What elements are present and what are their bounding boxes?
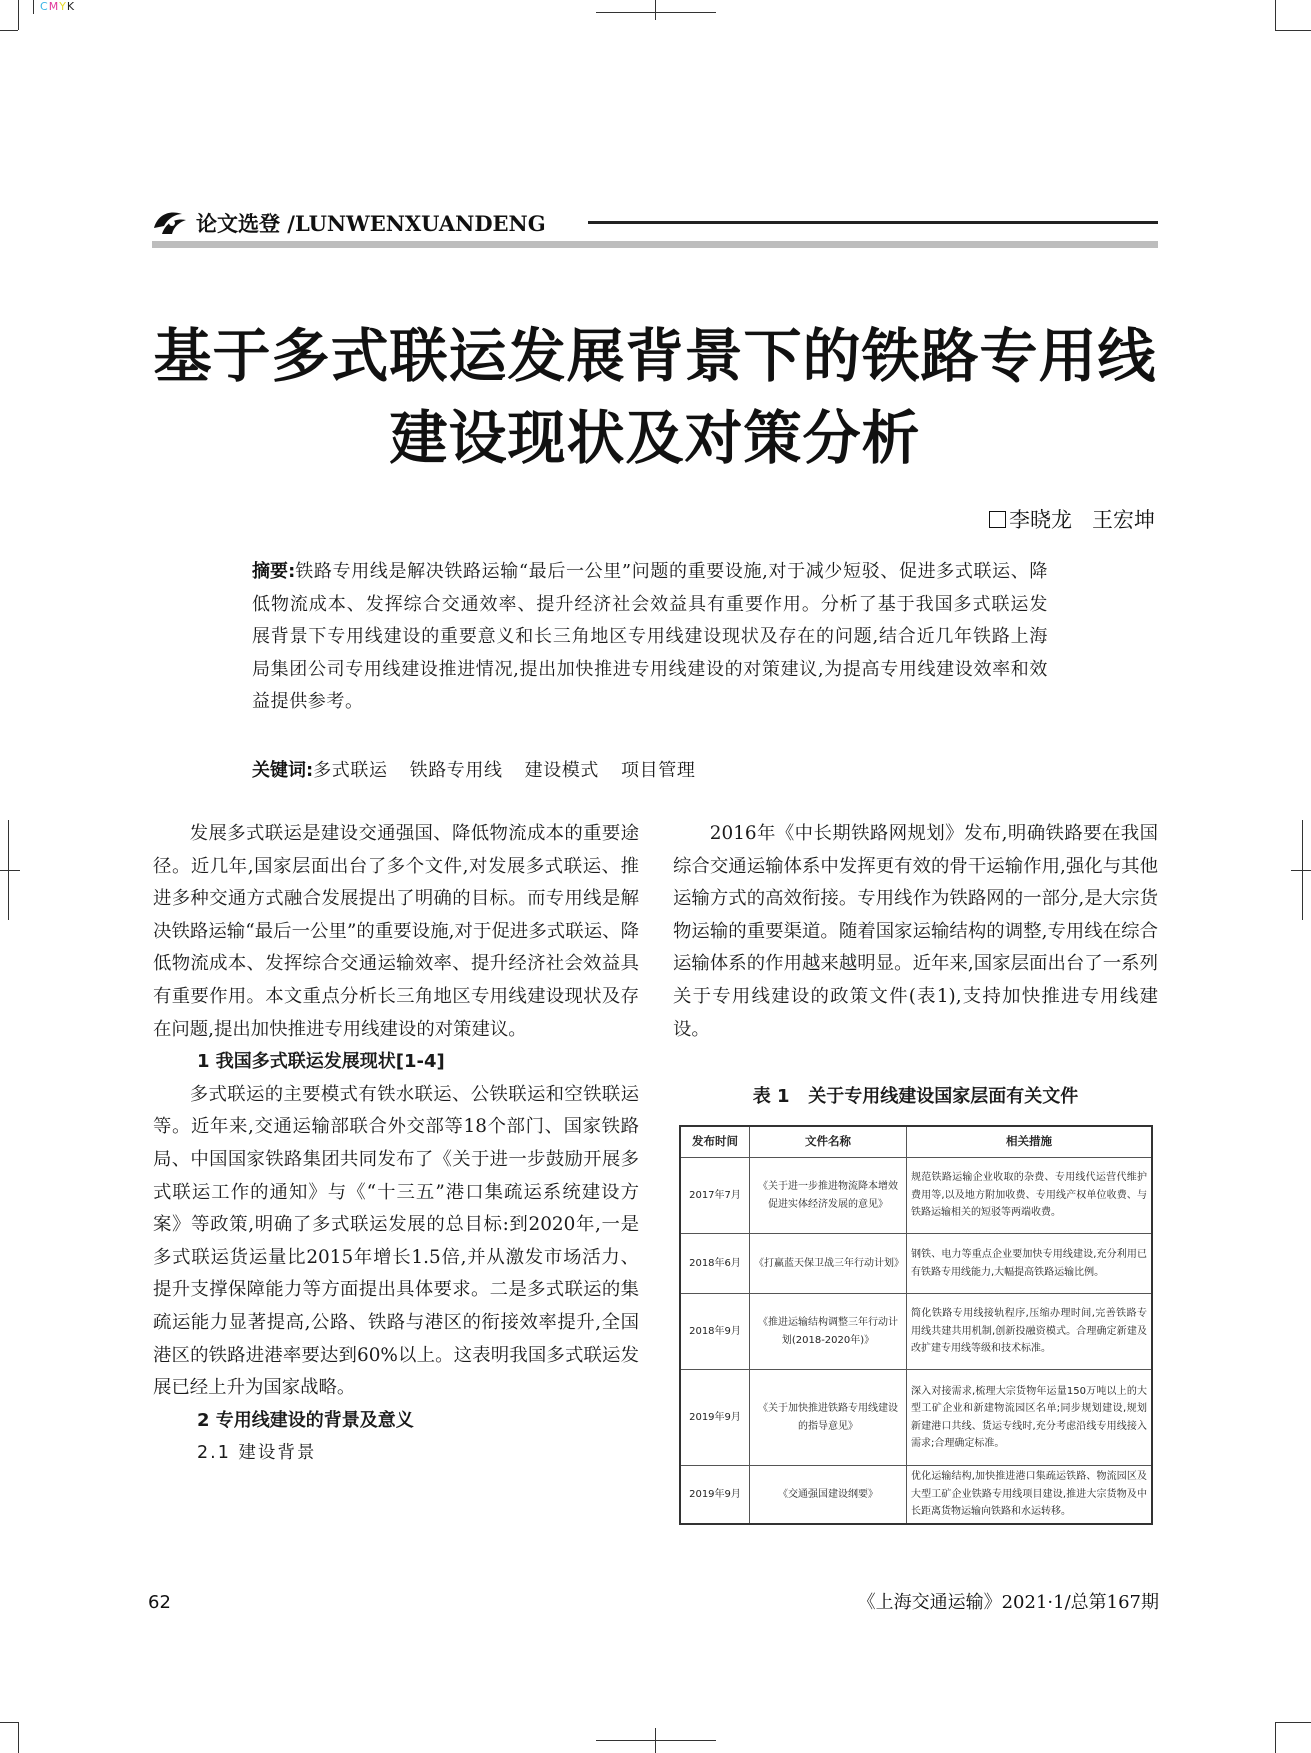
crop-mark: [1275, 30, 1311, 31]
measure-cell: 钢铁、电力等重点企业要加快专用线建设,充分利用已有铁路专用线能力,大幅提高铁路运输比例。: [907, 1234, 1153, 1294]
article-title: [130, 315, 1180, 479]
journal-logo-icon: [152, 208, 188, 236]
date-cell: 2019年9月: [680, 1370, 750, 1466]
table-row: [680, 1370, 1152, 1466]
cmyk-m: M: [48, 0, 60, 13]
table-header-cell: 发布时间: [680, 1126, 750, 1158]
paragraph: 2016年《中长期铁路网规划》发布,明确铁路要在我国综合交通运输体系中发挥更有效的骨干运输作用,强化与其他运输方式的高效衔接。专用线作为铁路网的一部分,是大宗货物运输的重要渠道。随着国家运输结构的调整,专用线在综合运输体系的作用越来越明显。近年来,国家层面出台了一系列关于专用线建设的政策文件(表1),支持加快推进专用线建设。: [673, 823, 1158, 1040]
journal-citation: 《上海交通运输》2021·1/总第167期: [857, 1592, 1159, 1613]
body-column-left: [153, 818, 639, 1470]
title-line-1: 基于多式联运发展背景下的铁路专用线: [153, 322, 1157, 390]
measure-cell: 优化运输结构,加快推进港口集疏运铁路、物流园区及大型工矿企业铁路专用线项目建设,推进大宗货物及中长距离货物运输向铁路和水运转移。: [907, 1466, 1153, 1524]
header-grey-band: [152, 241, 1158, 248]
date-cell: 2019年9月: [680, 1466, 750, 1524]
abstract: [252, 556, 1048, 719]
crop-mark: [18, 1722, 19, 1753]
crop-mark: [0, 30, 18, 31]
section-heading-2: 2 专用线建设的背景及意义: [197, 1409, 414, 1431]
table-header-cell: 文件名称: [750, 1126, 907, 1158]
crop-mark: [655, 1728, 656, 1753]
crop-mark: [596, 1740, 716, 1741]
table-caption: 表 1 关于专用线建设国家层面有关文件: [752, 1086, 1079, 1107]
measure-cell: 深入对接需求,梳理大宗货物年运量150万吨以上的大型工矿企业和新建物流园区名单;同步规划建设,规划新建港口共线、货运专线时,充分考虑沿线专用线接入需求;合理确定标准。: [907, 1370, 1153, 1466]
document-cell: 《关于加快推进铁路专用线建设的指导意见》: [750, 1370, 907, 1466]
section-heading-1: 1 我国多式联运发展现状[1-4]: [197, 1051, 445, 1073]
crop-mark: [1291, 870, 1311, 871]
authors: [989, 504, 1155, 534]
paragraph: 发展多式联运是建设交通强国、降低物流成本的重要途径。近几年,国家层面出台了多个文件,对发展多式联运、推进多种交通方式融合发展提出了明确的目标。而专用线是解决铁路运输“最后一公里”的重要设施,对于促进多式联运、降低物流成本、发挥综合交通运输效率、提升经济社会效益具有重要作用。本文重点分析长三角地区专用线建设现状及存在问题,提出加快推进专用线建设的对策建议。: [153, 823, 639, 1040]
crop-mark: [0, 870, 20, 871]
keyword: 多式联运: [313, 760, 388, 781]
abstract-text: 铁路专用线是解决铁路运输“最后一公里”问题的重要设施,对于减少短驳、促进多式联运、降低物流成本、发挥综合交通效率、提升经济社会效益具有重要作用。分析了基于我国多式联运发展背景下专用线建设的重要意义和长三角地区专用线建设现状及存在的问题,结合近几年铁路上海局集团公司专用线建设推进情况,提出加快推进专用线建设的对策建议,为提高专用线建设效率和效益提供参考。: [252, 561, 1048, 712]
crop-mark: [33, 0, 34, 14]
crop-mark: [1275, 1722, 1276, 1753]
date-cell: 2017年7月: [680, 1158, 750, 1234]
paragraph: 多式联运的主要模式有铁水联运、公铁联运和空铁联运等。近年来,交通运输部联合外交部等18个部门、国家铁路局、中国国家铁路集团共同发布了《关于进一步鼓励开展多式联运工作的通知》与《“十三五”港口集疏运系统建设方案》等政策,明确了多式联运发展的总目标:到2020年,一是多式联运货运量比2015年增长1.5倍,并从激发市场活力、提升支撑保障能力等方面提出具体要求。二是多式联运的集疏运能力显著提高,公路、铁路与港区的衔接效率提升,全国港区的铁路进港率要达到60%以上。这表明我国多式联运发展已经上升为国家战略。: [153, 1083, 639, 1399]
author-box-icon: [989, 511, 1006, 528]
document-cell: 《关于进一步推进物流降本增效促进实体经济发展的意见》: [750, 1158, 907, 1234]
table-row: [680, 1158, 1152, 1234]
document-cell: 《交通强国建设纲要》: [750, 1466, 907, 1524]
author-names: 李晓龙 王宏坤: [1008, 508, 1155, 532]
keyword: 项目管理: [621, 760, 696, 781]
abstract-label: 摘要:: [252, 561, 296, 582]
page-number: 62: [148, 1592, 171, 1613]
document-cell: 《推进运输结构调整三年行动计划(2018-2020年)》: [750, 1294, 907, 1370]
crop-mark: [596, 12, 716, 13]
running-header: [152, 204, 1158, 244]
policy-table: [679, 1125, 1153, 1525]
body-column-right: [673, 818, 1158, 1046]
table-row: [680, 1234, 1152, 1294]
crop-mark: [655, 0, 656, 20]
measure-cell: 规范铁路运输企业收取的杂费、专用线代运营代维护费用等,以及地方附加收费、专用线产权单位收费、与铁路运输相关的短驳等两端收费。: [907, 1158, 1153, 1234]
keywords-label: 关键词:: [252, 760, 314, 781]
cmyk-k: K: [66, 0, 76, 13]
date-cell: 2018年6月: [680, 1234, 750, 1294]
measure-cell: 简化铁路专用线接轨程序,压缩办理时间,完善铁路专用线共建共用机制,创新投融资模式。合理确定新建及改扩建专用线等级和技术标准。: [907, 1294, 1153, 1370]
document-cell: 《打赢蓝天保卫战三年行动计划》: [750, 1234, 907, 1294]
table-header-cell: 相关措施: [907, 1126, 1153, 1158]
crop-mark: [1275, 0, 1276, 30]
crop-mark: [0, 1722, 18, 1723]
crop-mark: [18, 0, 19, 30]
table-row: [680, 1294, 1152, 1370]
keyword: 铁路专用线: [409, 760, 503, 781]
crop-mark: [1275, 1722, 1311, 1723]
cmyk-c: C: [40, 0, 49, 13]
cmyk-y: Y: [59, 0, 67, 13]
column-label: 论文选登 /LUNWENXUANDENG: [196, 211, 546, 236]
table-row: [680, 1466, 1152, 1524]
crop-mark: [1302, 820, 1303, 920]
crop-mark: [8, 820, 9, 920]
table-header-row: [680, 1126, 1152, 1158]
keyword: 建设模式: [524, 760, 600, 781]
header-rule: [588, 221, 1158, 224]
date-cell: 2018年9月: [680, 1294, 750, 1370]
subsection-heading-2-1: 2.1 建设背景: [197, 1443, 317, 1464]
keywords: [252, 756, 717, 782]
color-registration-mark: [40, 0, 75, 13]
title-line-2: 建设现状及对策分析: [389, 404, 921, 472]
